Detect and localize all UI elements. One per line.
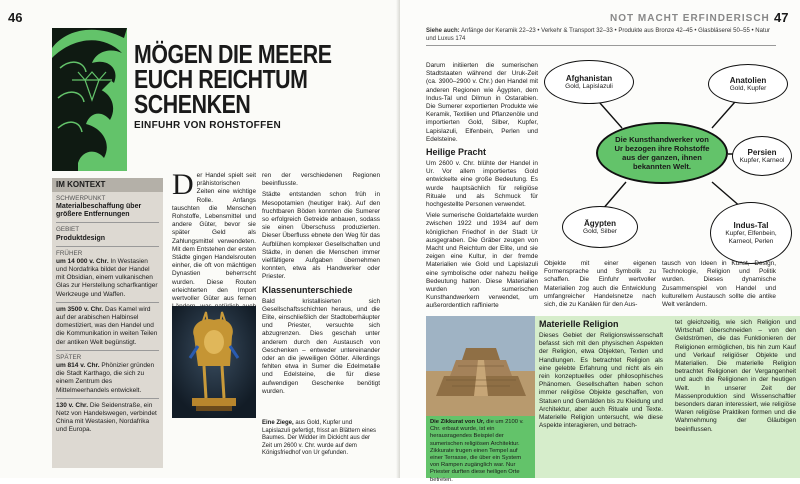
context-entry: um 814 v. Chr. Phönizier gründen die Stadt Karthago, die sich zu einem Zentrum des Mittelmeerhandels entwickelt. (56, 362, 155, 394)
right-page (400, 0, 800, 483)
node-persien: Persien Kupfer, Karneol (732, 136, 792, 176)
trade-diagram (542, 58, 792, 268)
diamond-icon (72, 70, 112, 105)
drop-cap: D (172, 168, 194, 201)
page-title: MÖGEN DIE MEERE EUCH REICHTUM SCHENKEN (134, 39, 332, 119)
node-anatolien: Anatolien Gold, Kupfer (708, 64, 788, 104)
node-aegypten: Ägypten Gold, Silber (562, 206, 638, 248)
religion-box-col2: tet gleichzeitig, wie sich Religion und Wirtschaft überschneiden – von den Geldströmen, die das Funktionieren der Religionen ermöglichen, bis hin zum Kauf und Verkauf religiöser Objekte und Materialien. Die materielle Religion betrachtet Religionen der Vergangenheit und auch die Religionen in der heutigen Welt. In unserer Zeit der Massenproduktion sind Wissenschaftler besonders daran interessiert, wie religiöse Waren religiöse Praktiken formen und die Wahrnehmung der Gläubigen beeinflussen. (667, 316, 800, 478)
religion-box-col1: Materielle Religion Dieses Gebiet der Religionswissenschaft befasst sich mit den physischen Aspekten der Religion, etwa Objekten, Texten und Handlungen. Es betrachtet Religion als eine gelebte Erfahrung und nicht als ein rein konzeptuelles oder philosophisches Phänomen. Gesellschaften haben schon immer religiöse Objekte geschaffen, von Statuen und Gemälden bis zu Kleidung und Architektur, aber auch Rituale und Texte. Materielle Religion untersucht, wie diese Aspekte interagieren, und betrach- (535, 316, 667, 478)
page-number-left: 46 (8, 10, 23, 25)
section-heading: Klassenunterschiede (262, 284, 353, 295)
node-center: Die Kunsthandwerker von Ur bezogen ihre Rohstoffe aus der ganzen, ihnen bekannten Welt. (596, 122, 728, 184)
section-heading: Heilige Pracht (426, 147, 487, 158)
context-entry: 130 v. Chr. Die Seidenstraße, ein Netz von Handelswegen, verbindet China mit Westasien, Nordafrika und Europa. (56, 401, 157, 434)
context-entry: um 14 000 v. Chr. In Westasien und Nordafrika bildet der Handel mit Obsidian, einem vulkanischen Glas zur Herstellung scharfkantiger Werkzeuge und Waffen. (56, 257, 158, 298)
goat-caption: Eine Ziege, aus Gold, Kupfer und Lapislazuli gefertigt, frisst an Blättern eines Baumes. Der Widder im Dickicht aus der Zeit um 2600 v. Chr. wurde auf dem Königsfriedhof von Ur gefunden. (262, 420, 377, 457)
page-subtitle: EINFUHR VON ROHSTOFFEN (134, 120, 281, 131)
goat-statue-image (172, 306, 256, 418)
node-afghanistan: Afghanistan Gold, Lapislazuli (544, 60, 634, 104)
ziggurat-image (426, 316, 536, 416)
page-number-right: 47 (774, 10, 789, 25)
context-heading: IM KONTEXT (52, 178, 163, 192)
running-head: NOT MACHT ERFINDERISCH (610, 13, 770, 24)
ziggurat-caption: Die Zikkurat von Ur, die um 2100 v. Chr. erbaut wurde, ist ein herausragendes Beispiel der sumerischen religiösen Architektur. Zikkurate trugen einen Tempel auf einer Terrasse, die über ein System von Rampen zugänglich war. Nur Priester durften diese heiligen Orte betreten. (426, 416, 536, 478)
context-entry: um 3500 v. Chr. Das Kamel wird auf der arabischen Halbinsel domestiziert, was den Handel und die Kommunikation in weiten Teilen der antiken Welt begünstigt. (56, 305, 158, 346)
body-column-3: Darum initiierten die sumerischen Stadtstaaten während der Uruk-Zeit (ca. 3900–2900 v. Chr.) den Handel mit anderen Regionen wie Ägypten, dem Indus-Tal und Dilmun in Ostarabien. Die Sumerer exportierten Produkte wie Keramik, Textilien und Pflanzenöle und importierten Gold, Silber, Kupfer, Lapislazuli, Elfenbein, Perlen und Edelsteine. Heilige Pracht Um 2600 v. Chr. blühte der Handel in Ur. Vor allem importiertes Gold entwickelte eine große Bedeutung. Es wurde hauptsächlich für religiöse Rituale und als Schmuck für hochgestellte Personen verwendet. Viele sumerische Goldartefakte wurden zwischen 1922 und 1934 auf dem königlichen Friedhof in der Stadt Ur ausgegraben. Die Gräber zeugen von Macht und Reichtum der Elite, und sie zeigen eine Kultur, in der fremde Materialien wie Gold und Lapislazuli eine symbolische oder nahezu heilige Bedeutung hatten. Diese Materialien wurden von sumerischen Kunsthandwerkern verwendet, um außerordentlich raffinierte (426, 62, 538, 310)
node-indus-tal: Indus-Tal Kupfer, Elfenbein, Karneol, Perlen (710, 202, 792, 264)
body-column-5: tausch von Ideen in Kunst, Design, Technologie, Religion und Politik wurden. Dieses dynamische Zusammenspiel von Handel und kulturellem Austausch sollte die antike Welt verändern. (662, 260, 776, 309)
body-column-4: Objekte mit einer eigenen Formensprache und Symbolik zu schaffen. Die Einfuhr wertvoller Materialien zog auch die Entwicklung umfangreicher Handelsnetze nach sich, die zu Kanälen für den Aus- (544, 260, 656, 309)
body-column-1: D er Handel spielt seit prähistorischen Zeiten eine wichtige Rolle. Anfangs tauschten die Menschen Rohstoffe, Lebensmittel und andere Güter, bevor sie später Geld als Zahlungsmittel verwendeten. Mit dem Entstehen der ersten Städte gingen Handelsrouten einher, die oft von mächtigen Dynastien beherrscht wurden. Diese Routen erleichterten den Import wertvoller Güter aus fernen (172, 168, 256, 303)
religion-heading: Materielle Religion (539, 319, 619, 329)
context-sidebar: IM KONTEXT SCHWERPUNKT Materialbeschaffung über größere Entfernungen GEBIET Produktdesign FRÜHER um 14 000 v. Chr. In Westasien und Nordafrika bildet der Handel mit Obsidian, einem vulkanischen Glas zur Herstellung scharfkantiger Werkzeuge und Waffen. um 3500 v. Chr. Das Kamel wird auf der arabischen Halbinsel domestiziert, was den Handel und die Kommunikation in weiten Teilen der antiken Welt begünstigt. SPÄTER um 814 v. Chr. Phönizier gründen die Stadt Karthago, die sich zu einem Zentrum des Mittelmeerhandels entwickelt. 130 v. Chr. Die Seidenstraße, ein Netz von Handelswegen, verbindet China mit Westasien, Nordafrika und Europa. (52, 178, 163, 468)
see-also: Siehe auch: Anfänge der Keramik 22–23 • Verkehr & Transport 32–33 • Produkte aus Bronze 42–45 • Glasbläserei 50–55 • Natur und Luxus 174 (426, 28, 776, 46)
left-page (0, 0, 400, 478)
body-column-2: ren der verschiedenen Regionen beeinflusste. Städte entstanden schon früh in Mesopotamien (heutiger Irak). Auf den fruchtbaren Böden konnten die Sumerer so erfolgreich Getreide anbauen, sodass sie einen Überschuss produzierten. Dieser Überfluss ebnete den Weg für das Aufblühen komplexer Gesellschaften und Städte, in denen die Menschen immer vielfältigere Aufgaben übernehmen konnten, etwa als Handwerker oder Priester. Klassenunterschiede Bald kristallisierten sich Gesellschaftsschichten heraus, und die Elite, einschließlich der Stadtoberhäupter und Priester, versuchte sich abzugrenzen. Dies geschah unter anderem durch den Austausch von Geschenken – entweder untereinander oder an die jeweiligen Götter. Allerdings fehlten etwa in Sumer die Edelmetalle und Edelsteine, die für diese aufwendigen Geschenke benötigt wurden. (262, 172, 380, 395)
